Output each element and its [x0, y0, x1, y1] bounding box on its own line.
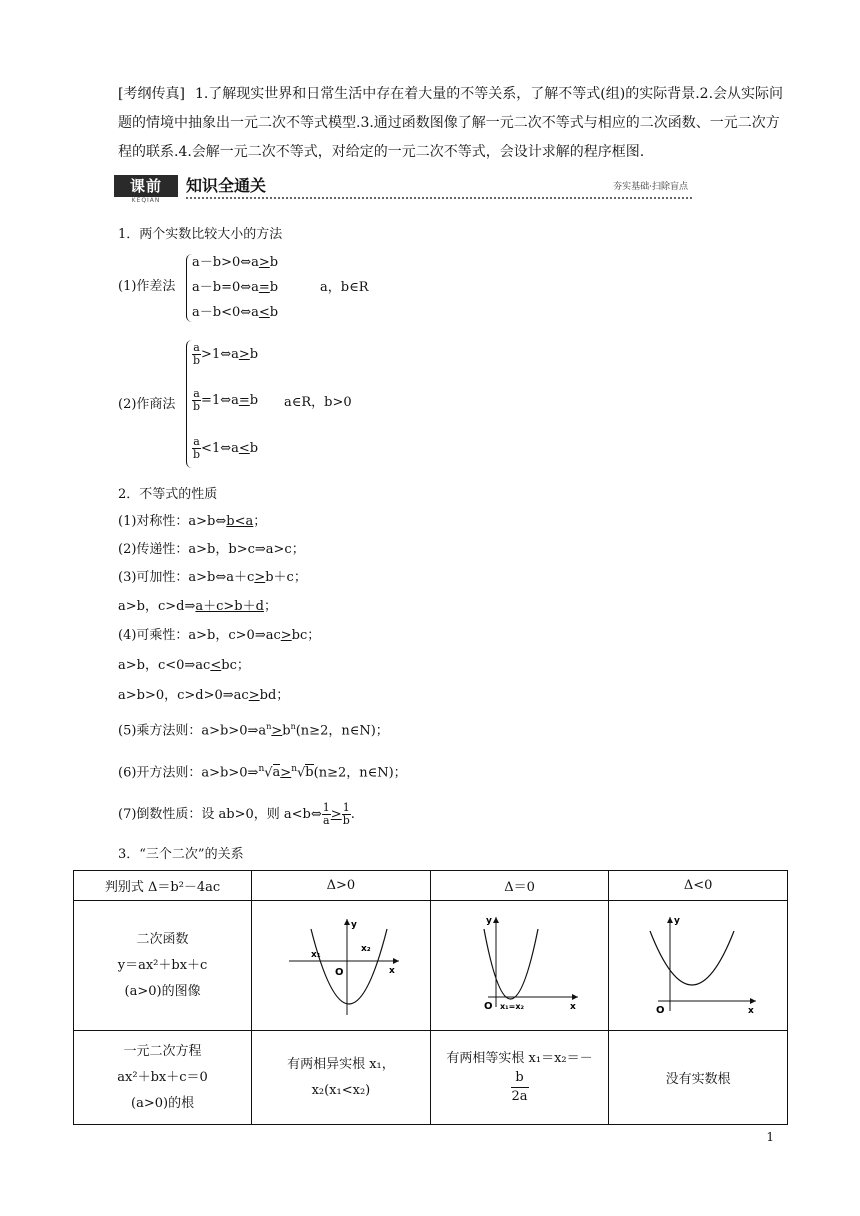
- roots-two-distinct: 有两相异实根 x₁， x₂(x₁<x₂): [252, 1031, 431, 1125]
- banner-rule: [186, 197, 692, 199]
- table-row: [74, 871, 788, 901]
- prop-symmetry: (1)对称性：a>b⇔b<a；: [118, 514, 267, 529]
- banner-title: 知识全通关: [186, 176, 267, 195]
- quot-row-3: $\frac{a}{b}$ <1⇔a<b: [193, 435, 259, 461]
- svg-text:y: y: [485, 915, 492, 926]
- svg-text:x₁=x₂: x₁=x₂: [499, 1001, 524, 1011]
- diff-row-1: a－b>0⇔a>b: [192, 255, 279, 270]
- quot-row-2: $\frac{a}{b}$ =1⇔a=b: [193, 387, 259, 413]
- table-header-cell: Δ<0: [609, 871, 788, 901]
- s3-heading: 3．“三个二次”的关系: [118, 847, 244, 862]
- parabola-two-roots-graph: [281, 909, 401, 1019]
- s2-heading: 2．不等式的性质: [118, 487, 218, 502]
- roots-none: 没有实数根: [609, 1031, 788, 1125]
- prop-multiplicative: (4)可乘性：a>b，c>0⇒ac>bc；: [118, 628, 321, 643]
- svg-text:x: x: [388, 965, 395, 976]
- three-quadratics-table: [73, 870, 788, 1125]
- prop-additive: (3)可加性：a>b⇔a＋c>b＋c；: [118, 570, 307, 585]
- quot-row-1: $\frac{a}{b}$ >1⇔a>b: [193, 341, 259, 367]
- svg-text:x: x: [569, 1001, 576, 1012]
- intro-text: 1.了解现实世界和日常生活中存在着大量的不等关系，了解不等式(组)的实际背景.2.会从实际问题的情境中抽象出一元二次不等式模型.3.通过函数图像了解一元二次不等式与相应的二次函数、一元二次方程的联系.4.会解一元二次不等式，对给定的一元二次不等式，会设计求解的程序框图.: [118, 86, 784, 160]
- graph-cell-positive: [252, 901, 431, 1031]
- table-header-cell: Δ＝0: [430, 871, 609, 901]
- diff-row-2: a－b=0⇔a=b: [192, 280, 279, 295]
- prop-root: (6)开方法则：a>b>0⇒$^n$√a>$^n$√b(n≥2，n∈N)；: [118, 764, 407, 781]
- prop-reciprocal: (7)倒数性质：设 ab>0，则 a<b⇔ $\frac{1}{a}$ > $\frac{1}{b}$ .: [118, 801, 355, 827]
- prop-transitive: (2)传递性：a>b，b>c⇒a>c；: [118, 542, 305, 557]
- intro-lead: [考纲传真]: [118, 86, 185, 102]
- row-label-equation: 一元二次方程 ax²＋bx＋c＝0 (a>0)的根: [74, 1031, 252, 1125]
- prop-multiplicative-2: a>b，c<0⇒ac<bc；: [118, 658, 250, 673]
- parabola-no-root-graph: [638, 909, 758, 1019]
- svg-text:x₂: x₂: [360, 943, 371, 954]
- svg-text:y: y: [350, 919, 357, 930]
- banner-tag: 课前: [114, 175, 178, 197]
- prop-power: (5)乘方法则：$a>b>0\Rightarrow a^n>b^n(n\ge 2$，n∈N)；: [118, 722, 389, 739]
- diff-row-3: a－b<0⇔a<b: [192, 305, 279, 320]
- row-label-function: 二次函数 y＝ax²＋bx＋c (a>0)的图像: [74, 901, 252, 1031]
- prop-multiplicative-3: a>b>0，c>d>0⇒ac>bd；: [118, 688, 290, 703]
- svg-text:y: y: [674, 915, 681, 926]
- svg-text:x₁: x₁: [310, 949, 321, 960]
- s1-heading: 1．两个实数比较大小的方法: [118, 227, 283, 242]
- quot-label: (2)作商法: [118, 397, 176, 412]
- page-number: 1: [766, 1130, 774, 1144]
- roots-double: 有两相等实根 x₁＝x₂＝－ $\frac{b}{2a}$: [430, 1031, 609, 1125]
- banner-tag-sub: KEQIAN: [131, 197, 161, 204]
- diff-label: (1)作差法: [118, 279, 176, 294]
- svg-text:O: O: [334, 966, 344, 978]
- syllabus-intro: [118, 80, 786, 167]
- table-row: [74, 901, 788, 1031]
- prop-additive-2: a>b，c>d⇒a＋c>b＋d；: [118, 599, 277, 614]
- parabola-one-root-graph: [460, 909, 580, 1019]
- table-header-cell: 判别式 Δ＝b²－4ac: [74, 871, 252, 901]
- section-banner: [114, 175, 692, 203]
- svg-text:x: x: [748, 1005, 754, 1016]
- svg-text:O: O: [656, 1004, 665, 1016]
- diff-condition: a，b∈R: [320, 280, 369, 295]
- banner-slogan: 夯实基础·扫除盲点: [613, 182, 688, 192]
- graph-cell-negative: [609, 901, 788, 1031]
- quot-condition: a∈R，b>0: [284, 395, 352, 410]
- svg-text:O: O: [483, 1000, 493, 1012]
- graph-cell-zero: [430, 901, 609, 1031]
- table-header-cell: Δ>0: [252, 871, 431, 901]
- table-row: [74, 1031, 788, 1125]
